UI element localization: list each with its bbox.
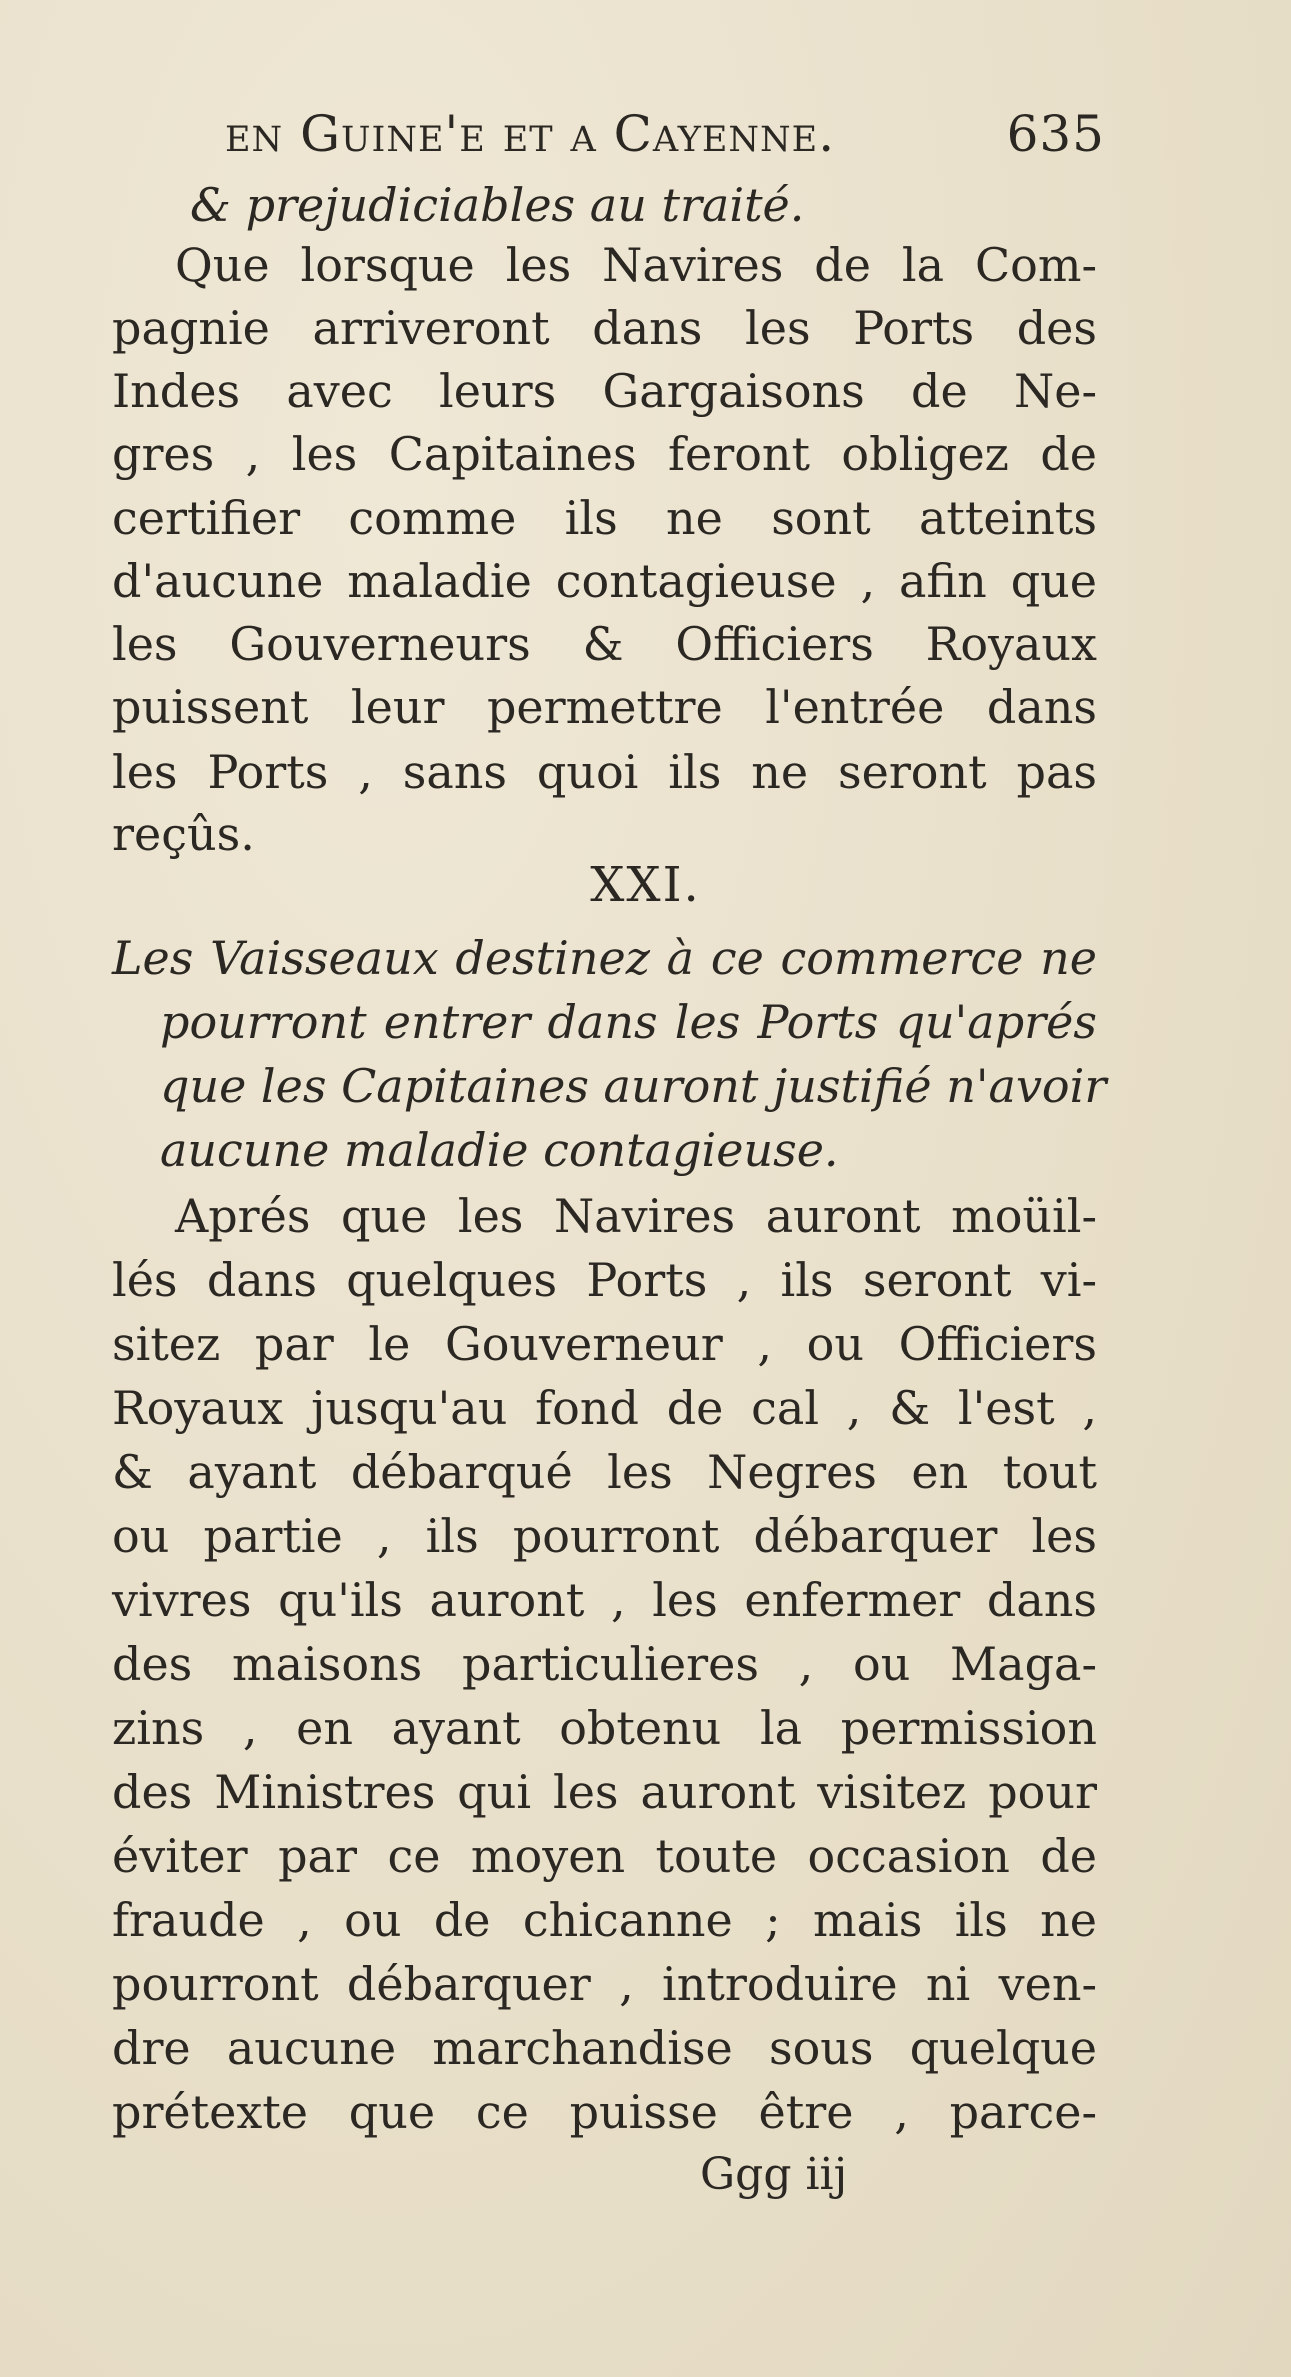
catchword: Ggg iij: [700, 2149, 848, 2200]
page-number: 635: [1006, 105, 1105, 163]
text-line: éviter par ce moyen toute occasion de: [112, 1829, 1097, 1883]
text-line: Que lorsque les Navires de la Com-: [175, 238, 1097, 292]
running-head: en Guine'e et a Cayenne.: [225, 105, 836, 163]
text-line: Indes avec leurs Gargaisons de Ne-: [112, 364, 1097, 418]
article-number: XXI.: [590, 857, 701, 913]
text-line: pagnie arriveront dans les Ports des: [112, 301, 1097, 355]
text-line: gres , les Capitaines feront obligez de: [112, 427, 1097, 481]
text-line: certifier comme ils ne sont atteints: [112, 491, 1097, 545]
text-line: prétexte que ce puisse être , parce-: [112, 2085, 1097, 2139]
text-line: reçûs.: [112, 807, 255, 861]
text-line: & prejudiciables au traité.: [190, 178, 805, 232]
text-line: ou partie , ils pourront débarquer les: [112, 1509, 1097, 1563]
text-line: zins , en ayant obtenu la permission: [112, 1701, 1097, 1755]
text-line: d'aucune maladie contagieuse , afin que: [112, 554, 1097, 608]
text-line: des Ministres qui les auront visitez pour: [112, 1765, 1097, 1819]
text-line: pourront débarquer , introduire ni ven-: [112, 1957, 1097, 2011]
text-line: sitez par le Gouverneur , ou Officiers: [112, 1317, 1097, 1371]
page-header: [225, 105, 1105, 175]
article-summary-line: que les Capitaines auront justifié n'avoir: [160, 1059, 1107, 1113]
article-summary-line: pourront entrer dans les Ports qu'aprés: [160, 995, 1097, 1049]
text-line: lés dans quelques Ports , ils seront vi-: [112, 1253, 1097, 1307]
text-line: dre aucune marchandise sous quelque: [112, 2021, 1097, 2075]
text-line: fraude , ou de chicanne ; mais ils ne: [112, 1893, 1097, 1947]
text-line: les Ports , sans quoi ils ne seront pas: [112, 745, 1097, 799]
article-summary-line: Les Vaisseaux destinez à ce commerce ne: [112, 931, 1097, 985]
text-line: des maisons particulieres , ou Maga-: [112, 1637, 1097, 1691]
text-line: Royaux jusqu'au fond de cal , & l'est ,: [112, 1381, 1097, 1435]
text-line: les Gouverneurs & Officiers Royaux: [112, 617, 1097, 671]
text-line: Aprés que les Navires auront moüil-: [175, 1189, 1097, 1243]
text-line: vivres qu'ils auront , les enfermer dans: [112, 1573, 1097, 1627]
text-line: & ayant débarqué les Negres en tout: [112, 1445, 1097, 1499]
text-line: puissent leur permettre l'entrée dans: [112, 680, 1097, 734]
article-summary-line: aucune maladie contagieuse.: [160, 1123, 839, 1177]
